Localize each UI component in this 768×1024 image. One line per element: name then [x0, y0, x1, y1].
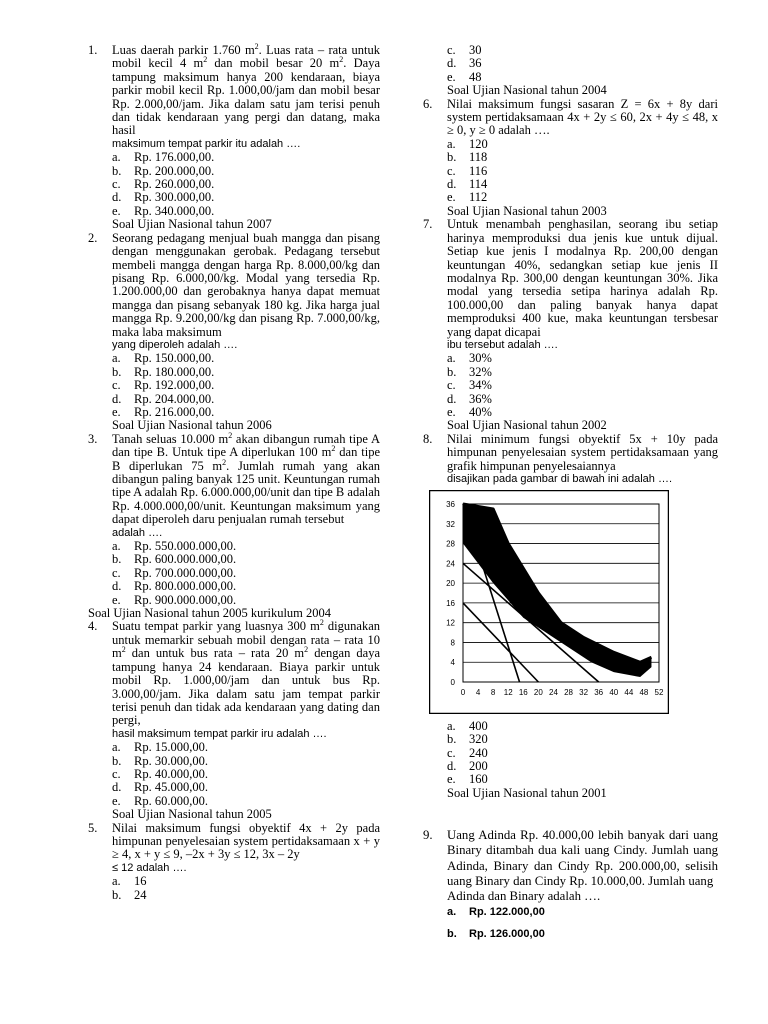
source-label: Soal Ujian Nasional tahun 2004: [447, 83, 607, 98]
superscript: 2: [319, 618, 324, 628]
option-letter: b.: [112, 163, 122, 178]
option-text: Rp. 216.000,00.: [134, 404, 215, 419]
option-letter: b.: [447, 364, 457, 379]
option-letter: c.: [447, 163, 456, 178]
superscript: 2: [228, 430, 233, 440]
option-c[interactable]: [447, 44, 718, 57]
option-letter: a.: [112, 150, 121, 165]
question-text: . Daya tampung maksimum hanya 200 kendaraan, biaya parkir mobil kecil Rp. 1.000,00/jam dan mobil besar Rp. 2.000,00/jam. Jika dalam satu jam terisi penuh dan tidak kendaraan yang pergi dan datang, maka hasil: [112, 56, 380, 138]
option-letter: b.: [112, 552, 122, 567]
y-tick-label: 12: [446, 619, 455, 629]
question-text: Uang Adinda Rp. 40.000,00 lebih banyak dari uang Binary ditambah dua kali uang Cindy. Jumlah uang Adinda, Binary dan Cindy Rp. 200.000,00, selisih uang Binary dan Cindy Rp. 10.000,00. Jumlah uang: [447, 828, 718, 888]
x-tick-label: 4: [475, 688, 481, 698]
option-e[interactable]: [447, 406, 718, 419]
y-tick-label: 36: [446, 500, 455, 510]
option-text: Rp. 800.000.000,00.: [134, 579, 237, 594]
option-text: Rp. 150.000,00.: [134, 351, 215, 366]
option-b[interactable]: [112, 366, 380, 379]
option-e[interactable]: [112, 205, 380, 218]
option-letter: d.: [447, 759, 457, 774]
option-letter: d.: [447, 391, 457, 406]
option-text: 114: [469, 177, 488, 192]
option-letter: e.: [112, 592, 121, 607]
option-d[interactable]: [112, 191, 380, 204]
option-text: Rp. 45.000,00.: [134, 780, 208, 795]
question-text-tail: maksimum tempat parkir itu adalah ….: [112, 137, 301, 150]
y-tick-label: 20: [446, 579, 455, 589]
option-letter: b.: [447, 732, 457, 747]
y-tick-label: 28: [446, 539, 455, 549]
question-text: Nilai maksimum fungsi sasaran Z = 6x + 8y dari system pertidaksamaan 4x + 2y ≤ 60, 2x + 4y ≤ 48, x ≥ 0, y ≥ 0 adalah ….: [447, 96, 718, 138]
question-text-tail: hasil maksimum tempat parkir iru adalah ….: [112, 727, 327, 740]
option-letter: e.: [447, 772, 456, 787]
option-letter: a.: [447, 351, 456, 366]
option-letter: a.: [447, 718, 456, 733]
option-letter: d.: [112, 391, 122, 406]
superscript: 2: [254, 41, 259, 51]
option-text: Rp. 700.000.000,00.: [134, 565, 237, 580]
option-c[interactable]: [112, 178, 380, 191]
option-letter: c.: [447, 43, 456, 57]
source-label: Soal Ujian Nasional tahun 2005 kurikulum 2004: [88, 606, 332, 621]
option-a[interactable]: [112, 875, 380, 888]
question-number: 7.: [423, 217, 433, 232]
option-b[interactable]: [447, 366, 718, 379]
option-text: 400: [469, 718, 488, 733]
options-list: [423, 138, 718, 205]
option-letter: c.: [112, 177, 121, 192]
question-5: [88, 822, 380, 876]
x-tick-label: 48: [639, 688, 649, 698]
option-letter: d.: [112, 579, 122, 594]
question-text: Tanah seluas 10.000 m: [112, 431, 229, 446]
options-list: [88, 875, 380, 902]
option-b[interactable]: [112, 165, 380, 178]
option-a[interactable]: [447, 352, 718, 365]
question-text: . Jumlah rumah yang akan dibangun paling banyak 125 unit. Keuntungan rumah tipe A adalah Rp. 6.000.000,00/unit dan tipe B adalah Rp. 4.000.000,00/unit. Keuntungan maksimum yang dapat diperoleh daru penjualan rumah tersebut: [112, 458, 381, 527]
option-letter: b.: [447, 928, 457, 941]
option-text: Rp. 15.000,00.: [134, 740, 208, 755]
option-letter: e.: [112, 404, 121, 419]
option-text: 160: [469, 772, 488, 787]
option-text: 30: [469, 43, 482, 57]
option-text: 16: [134, 874, 147, 889]
option-text: 36%: [469, 391, 492, 406]
option-letter: c.: [112, 565, 121, 580]
option-c[interactable]: [447, 165, 718, 178]
options-list: [88, 540, 380, 607]
option-e[interactable]: [447, 773, 718, 786]
question-text-tail: ibu tersebut adalah ….: [447, 338, 558, 351]
option-d[interactable]: [112, 781, 380, 794]
question-number: 5.: [88, 820, 98, 835]
option-d[interactable]: [112, 580, 380, 593]
question-text: Nilai minimum fungsi obyektif 5x + 10y pada himpunan penyelesaian system pertidaksamaan yang grafik himpunan penyelesaiannya: [447, 431, 718, 473]
option-a[interactable]: [447, 906, 718, 928]
option-a[interactable]: [447, 138, 718, 151]
option-d[interactable]: [112, 393, 380, 406]
question-number: 8.: [423, 431, 433, 446]
superscript: 2: [339, 55, 344, 65]
y-tick-label: 32: [446, 520, 455, 530]
option-e[interactable]: [447, 71, 718, 84]
question-text: akan dibangun rumah tipe A dan tipe B. Untuk tipe A diperlukan 100 m: [112, 431, 380, 460]
x-tick-label: 36: [594, 688, 604, 698]
option-c[interactable]: [112, 379, 380, 392]
options-list: [423, 352, 718, 419]
option-letter: d.: [447, 177, 457, 192]
option-text: Rp. 340.000,00.: [134, 203, 215, 218]
option-text: 116: [469, 163, 488, 178]
option-text: Rp. 40.000,00.: [134, 766, 208, 781]
x-tick-label: 16: [518, 688, 528, 698]
question-number: 9.: [423, 828, 433, 843]
option-letter: c.: [447, 745, 456, 760]
chart-svg: [429, 490, 669, 714]
options-list: [423, 906, 718, 941]
option-a[interactable]: [112, 540, 380, 553]
question-9: [423, 828, 718, 904]
option-letter: a.: [112, 351, 121, 366]
option-text: Rp. 176.000,00.: [134, 150, 215, 165]
x-tick-label: 20: [533, 688, 543, 698]
options-list: [88, 151, 380, 218]
option-letter: b.: [112, 887, 122, 902]
option-a[interactable]: [447, 720, 718, 733]
source-label: Soal Ujian Nasional tahun 2001: [447, 785, 607, 800]
question-2: [88, 232, 380, 353]
source-label: Soal Ujian Nasional tahun 2006: [112, 418, 272, 433]
x-tick-label: 8: [490, 688, 496, 698]
question-6: [423, 98, 718, 138]
option-text: Rp. 260.000,00.: [134, 177, 215, 192]
question-8: [423, 433, 718, 487]
source-label: Soal Ujian Nasional tahun 2007: [112, 217, 272, 232]
question-text-tail: ≤ 12 adalah ….: [112, 861, 187, 874]
option-letter: d.: [112, 780, 122, 795]
option-a[interactable]: [112, 151, 380, 164]
x-tick-label: 52: [654, 688, 664, 698]
option-text: Rp. 900.000.000,00.: [134, 592, 237, 607]
option-a[interactable]: [112, 352, 380, 365]
question-text: Untuk menambah penghasilan, seorang ibu setiap harinya memproduksi dua jenis kue untuk dijual. Setiap kue jenis I modalnya Rp. 200,00 dengan keuntungan 40%, sedangkan setiap kue jenis II modalnya Rp. 300,00 dengan keuntungan 30%. Jika modal yang tersedia setipa harinya adalah Rp. 100.000,00 dan paling banyak hanya dapat memproduksi 400 kue, maka keuntungan tersbesar yang dapat dicapai: [447, 217, 718, 339]
question-3: [88, 430, 381, 540]
option-text: 48: [469, 69, 482, 84]
option-b[interactable]: [112, 553, 380, 566]
option-text: Rp. 200.000,00.: [134, 163, 215, 178]
question-text-tail: adalah ….: [112, 526, 163, 539]
question-number: 1.: [88, 43, 98, 57]
source-label: Soal Ujian Nasional tahun 2003: [447, 203, 607, 218]
option-letter: d.: [447, 56, 457, 71]
superscript: 2: [304, 645, 309, 655]
option-text: Rp. 30.000,00.: [134, 753, 208, 768]
option-text: 120: [469, 136, 488, 151]
y-tick-label: 4: [450, 658, 455, 668]
question-text: Suatu tempat parkir yang luasnya 300 m: [112, 619, 320, 634]
option-text: Rp. 204.000,00.: [134, 391, 215, 406]
question-text: . Luas rata – rata untuk mobil kecil 4 m: [112, 43, 380, 71]
option-letter: a.: [112, 874, 121, 889]
option-text: Rp. 192.000,00.: [134, 378, 215, 393]
option-letter: e.: [447, 404, 456, 419]
x-tick-label: 40: [609, 688, 619, 698]
question-text: Nilai maksimum fungsi obyektif 4x + 2y pada himpunan penyelesaian system pertidaksamaan x + y ≥ 4, x + y ≤ 9, –2x + 3y ≤ 12, 3x – 2y: [112, 820, 380, 862]
option-letter: e.: [447, 69, 456, 84]
question-text: dan tipe B diperlukan 75 m: [112, 445, 380, 473]
option-letter: a.: [447, 136, 456, 151]
option-text: 30%: [469, 351, 492, 366]
option-letter: c.: [447, 378, 456, 393]
option-c[interactable]: [112, 567, 380, 580]
option-text: 240: [469, 745, 488, 760]
option-b[interactable]: [112, 889, 380, 902]
superscript: 2: [121, 645, 126, 655]
question-7: [423, 218, 718, 352]
y-tick-label: 16: [446, 599, 455, 609]
option-text: 32%: [469, 364, 492, 379]
source-label: Soal Ujian Nasional tahun 2002: [447, 418, 607, 433]
option-letter: b.: [112, 753, 122, 768]
question-text: Luas daerah parkir 1.760 m: [112, 43, 255, 57]
option-c[interactable]: [447, 747, 718, 760]
options-list: [88, 352, 380, 419]
option-e[interactable]: [447, 191, 718, 204]
option-text: Rp. 600.000.000,00.: [134, 552, 237, 567]
option-letter: a.: [112, 740, 121, 755]
option-a[interactable]: [112, 741, 380, 754]
question-number: 6.: [423, 96, 433, 111]
option-text: 200: [469, 759, 488, 774]
question-4: [88, 620, 380, 741]
question-text: Seorang pedagang menjual buah mangga dan pisang dengan menggunakan gerobak. Pedagang tersebut membeli mangga dengan harga Rp. 8.000,00/kg dan pisang Rp. 6.000,00/kg. Modal yang tersedia Rp. 1.200.000,00 dan gerobaknya hanya dapat memuat mangga dan pisang sebanyak 180 kg. Jika harga jual mangga Rp. 9.200,00/kg dan pisang Rp. 7.000,00/kg, maka laba maksimum: [112, 230, 380, 339]
option-e[interactable]: [112, 594, 380, 607]
options-list: [88, 741, 380, 808]
option-d[interactable]: [447, 178, 718, 191]
option-text: 40%: [469, 404, 492, 419]
option-text: Rp. 550.000.000,00.: [134, 539, 237, 554]
option-letter: c.: [112, 766, 121, 781]
question-text: digunakan untuk memarkir sebuah mobil dengan rata – rata 10 m: [112, 619, 380, 661]
option-c[interactable]: [447, 379, 718, 392]
option-d[interactable]: [447, 760, 718, 773]
question-1: [88, 41, 380, 151]
left-column: [88, 41, 381, 902]
x-tick-label: 28: [564, 688, 573, 698]
question-text-tail: Adinda dan Binary adalah ….: [447, 889, 601, 904]
x-tick-label: 44: [624, 688, 634, 698]
question-text: dan mobil besar 20 m: [207, 56, 340, 71]
question-text: dengan daya tampung hanya 24 kendaraan. Biaya parkir untuk mobil Rp. 1.000,00/jam dan untuk bus Rp. 3.000,00/jam. Jika dalam satu jam tempat parkir terisi penuh dan tidak ada kendaraan yang dating dan pergi,: [112, 646, 380, 728]
x-tick-label: 0: [460, 688, 466, 698]
superscript: 2: [331, 444, 336, 454]
option-c[interactable]: [112, 768, 380, 781]
option-text: Rp. 60.000,00.: [134, 793, 208, 808]
option-letter: e.: [447, 190, 456, 205]
option-b[interactable]: [447, 733, 718, 746]
option-letter: e.: [112, 793, 121, 808]
source-label: Soal Ujian Nasional tahun 2005: [112, 807, 272, 822]
option-letter: b.: [112, 364, 122, 379]
option-text: Rp. 300.000,00.: [134, 190, 215, 205]
x-tick-label: 12: [503, 688, 513, 698]
y-tick-label: 24: [446, 559, 455, 569]
option-b[interactable]: [447, 151, 718, 164]
x-tick-label: 32: [579, 688, 589, 698]
option-e[interactable]: [112, 795, 380, 808]
option-e[interactable]: [112, 406, 380, 419]
option-text: 24: [134, 887, 147, 902]
option-text: 112: [469, 190, 488, 205]
option-d[interactable]: [447, 393, 718, 406]
question-text: dan untuk bus rata – rata 20 m: [125, 646, 305, 661]
question-number: 4.: [88, 619, 98, 634]
superscript: 2: [222, 457, 227, 467]
y-tick-label: 0: [450, 678, 455, 688]
option-letter: e.: [112, 203, 121, 218]
option-text: Rp. 122.000,00: [469, 906, 545, 919]
option-letter: a.: [112, 539, 121, 554]
option-text: 36: [469, 56, 482, 71]
option-letter: c.: [112, 378, 121, 393]
option-d[interactable]: [447, 57, 718, 70]
options-list: [423, 44, 718, 84]
option-text: Rp. 180.000,00.: [134, 364, 215, 379]
option-text: 34%: [469, 378, 492, 393]
question-number: 3.: [88, 431, 98, 446]
question-text-tail: yang diperoleh adalah ….: [112, 338, 238, 351]
question-number: 2.: [88, 230, 98, 245]
superscript: 2: [203, 55, 208, 65]
option-b[interactable]: [112, 755, 380, 768]
right-column: [423, 44, 718, 942]
feasible-region-chart: [429, 490, 718, 717]
option-letter: d.: [112, 190, 122, 205]
y-tick-label: 8: [450, 638, 455, 648]
option-text: 320: [469, 732, 488, 747]
options-list: [423, 720, 718, 787]
option-letter: b.: [447, 150, 457, 165]
option-b[interactable]: [447, 928, 718, 941]
option-text: 118: [469, 150, 488, 165]
question-text-tail: disajikan pada gambar di bawah ini adalah ….: [447, 473, 673, 485]
option-letter: a.: [447, 906, 457, 919]
option-text: Rp. 126.000,00: [469, 928, 545, 941]
x-tick-label: 24: [549, 688, 558, 698]
